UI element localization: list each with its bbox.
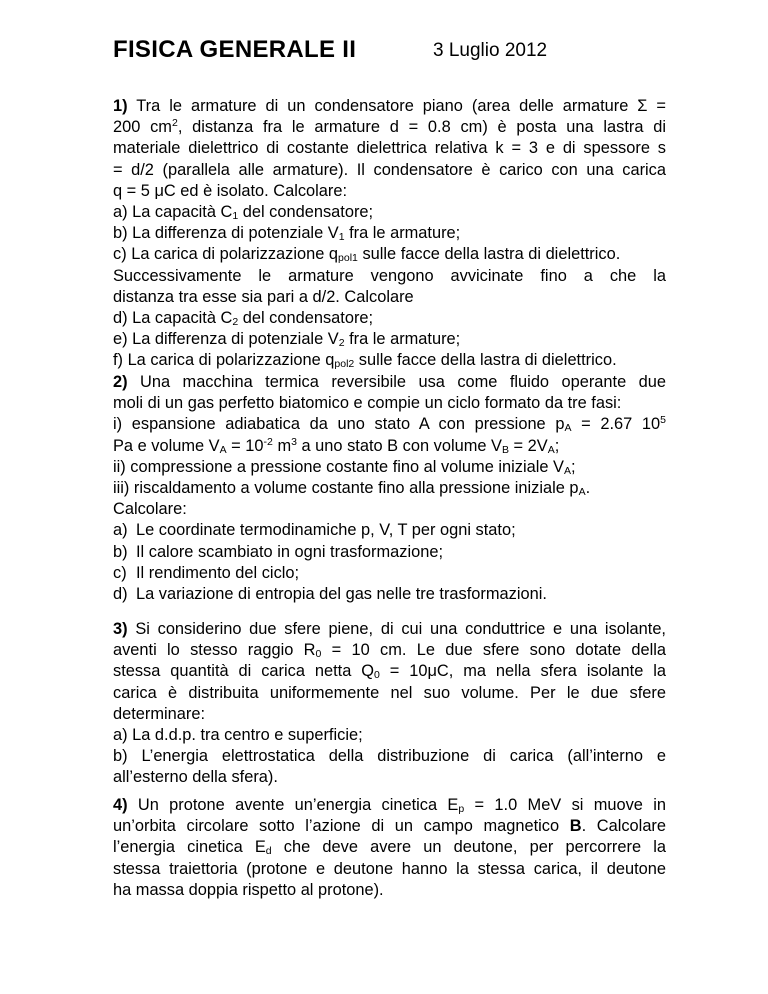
problem-2 xyxy=(113,372,666,605)
exam-date: 3 Luglio 2012 xyxy=(433,40,548,61)
superscript: 5 xyxy=(660,414,666,427)
subscript: 2 xyxy=(232,316,239,329)
problem-3-item-a: a) La d.d.p. tra centro e superficie; xyxy=(113,726,363,745)
text: = 10 cm. Le due sfere sono dotate della xyxy=(321,641,667,660)
subscript: 2 xyxy=(338,337,345,350)
problem-number: 1) xyxy=(113,97,128,115)
problem-4-line: ha massa doppia rispetto al protone). xyxy=(113,880,384,899)
text: Tra le armature di un condensatore piano (area delle armature Σ = xyxy=(127,97,666,115)
text: del condensatore; xyxy=(238,309,374,328)
problem-1-item-c xyxy=(113,244,666,265)
list-label: b) xyxy=(113,542,128,561)
text: un’orbita circolare sotto l’azione di un campo magnetico xyxy=(113,817,570,836)
problem-3-line xyxy=(113,661,666,682)
problem-1 xyxy=(113,96,666,372)
list-text: Le coordinate termodinamiche p, V, T per ogni stato; xyxy=(136,521,516,540)
text: a) La capacità C xyxy=(113,203,233,222)
text: . xyxy=(585,479,591,498)
problem-2-phase-ii xyxy=(113,457,666,478)
problem-2-phase-iii xyxy=(113,478,666,499)
problem-1-line: q = 5 μC ed è isolato. Calcolare: xyxy=(113,181,348,200)
problem-number: 2) xyxy=(113,373,128,391)
text: , distanza fra le armature d = 0.8 cm) è posta una lastra di xyxy=(177,118,667,137)
problem-3 xyxy=(113,619,666,789)
problem-3-line: determinare: xyxy=(113,704,206,723)
text: che deve avere un deutone, per percorrere la xyxy=(271,838,666,857)
problem-1-line: Successivamente le armature vengono avvicinate fino a che la xyxy=(113,266,666,285)
subscript: pol2 xyxy=(334,358,355,371)
problem-4-line xyxy=(113,816,666,837)
list-item xyxy=(113,563,666,584)
subscript: 1 xyxy=(338,231,345,244)
text: stessa quantità di carica netta Q xyxy=(113,662,374,681)
text: = 10 xyxy=(226,436,264,455)
page-title: FISICA GENERALE II xyxy=(113,36,357,63)
text: iii) riscaldamento a volume costante fino alla pressione iniziale p xyxy=(113,479,579,498)
text: Una macchina termica reversibile usa come fluido operante due xyxy=(127,373,666,391)
subscript: A xyxy=(563,464,571,477)
problem-1-item-e xyxy=(113,329,666,350)
subscript: d xyxy=(265,845,272,858)
problem-2-phase-i-cont xyxy=(113,436,666,457)
problem-1-line xyxy=(113,96,666,117)
list-label: d) xyxy=(113,585,128,604)
bold-symbol: B xyxy=(569,817,582,836)
subscript: A xyxy=(219,443,227,456)
list-item xyxy=(113,520,666,541)
problem-4-line: stessa traiettoria (protone e deutone hanno la stessa carica, il deutone xyxy=(113,859,666,878)
text: ; xyxy=(554,436,560,455)
list-text: La variazione di entropia del gas nelle tre trasformazioni. xyxy=(136,585,547,604)
text: sulle facce della lastra di dielettrico. xyxy=(357,245,621,264)
problem-1-line: = d/2 (parallela alle armature). Il condensatore è carico con una carica xyxy=(113,160,666,179)
problem-1-item-d xyxy=(113,308,666,329)
subscript: p xyxy=(458,803,465,815)
problem-2-line: moli di un gas perfetto biatomico e compie un ciclo formato da tre fasi: xyxy=(113,394,622,413)
superscript: 3 xyxy=(291,435,297,448)
problem-1-line xyxy=(113,117,666,138)
list-item xyxy=(113,584,666,605)
problem-4-line xyxy=(113,837,666,858)
text: = 1.0 MeV si muove in xyxy=(464,796,667,814)
list-text: Il calore scambiato in ogni trasformazione; xyxy=(136,542,444,561)
text: Un protone avente un’energia cinetica E xyxy=(127,796,459,814)
problem-2-line xyxy=(113,372,666,393)
text: e) La differenza di potenziale V xyxy=(113,330,339,349)
problem-3-line xyxy=(113,640,666,661)
text: ii) compressione a pressione costante fino al volume iniziale V xyxy=(113,457,564,476)
problem-1-line: distanza tra esse sia pari a d/2. Calcolare xyxy=(113,287,414,306)
text: = 2V xyxy=(508,436,548,455)
text: aventi lo stesso raggio R xyxy=(113,641,316,660)
subscript: A xyxy=(564,422,572,435)
problem-1-item-b xyxy=(113,223,666,244)
text: d) La capacità C xyxy=(113,309,233,328)
problem-1-item-f xyxy=(113,350,666,371)
list-text: Il rendimento del ciclo; xyxy=(136,563,300,582)
problem-4 xyxy=(113,795,666,901)
subscript: A xyxy=(578,486,586,499)
list-item xyxy=(113,542,666,563)
subscript: A xyxy=(547,443,555,456)
problem-1-item-a xyxy=(113,202,666,223)
list-label: a) xyxy=(113,521,128,540)
subscript: 0 xyxy=(373,669,380,682)
text: b) La differenza di potenziale V xyxy=(113,224,339,243)
text: i) espansione adiabatica da uno stato A con pressione p xyxy=(113,415,565,434)
text: = 10μC, ma nella sfera isolante la xyxy=(379,662,666,681)
list-label: c) xyxy=(113,563,127,582)
text: fra le armature; xyxy=(344,224,461,243)
subscript: 0 xyxy=(315,648,322,661)
text: Pa e volume V xyxy=(113,436,220,455)
problem-3-line xyxy=(113,619,666,640)
problem-3-line: carica è distribuita uniformemente nel suo volume. Per le due sfere xyxy=(113,683,666,702)
problem-number: 3) xyxy=(113,620,128,638)
superscript: 2 xyxy=(171,117,178,130)
text: f) La carica di polarizzazione q xyxy=(113,351,335,370)
problem-2-line: Calcolare: xyxy=(113,500,187,519)
text: . Calcolare xyxy=(581,817,667,836)
text: a uno stato B con volume V xyxy=(296,436,502,455)
problem-3-line: all’esterno della sfera). xyxy=(113,768,278,787)
problem-1-line: materiale dielettrico di costante dielettrica relativa k = 3 e di spessore s xyxy=(113,139,666,158)
text: fra le armature; xyxy=(344,330,461,349)
text: l’energia cinetica E xyxy=(113,838,266,857)
text: Si considerino due sfere piene, di cui una conduttrice e una isolante, xyxy=(127,620,666,638)
problem-4-line xyxy=(113,795,666,816)
text: sulle facce della lastra di dielettrico. xyxy=(354,351,617,370)
problem-3-item-b: b) L’energia elettrostatica della distribuzione di carica (all’interno e xyxy=(113,747,666,766)
text: del condensatore; xyxy=(238,203,374,222)
problem-number: 4) xyxy=(113,796,128,814)
header xyxy=(113,36,673,76)
subscript: 1 xyxy=(232,210,239,223)
text: = 2.67 10 xyxy=(571,415,661,434)
text: 200 cm xyxy=(113,118,172,137)
superscript: -2 xyxy=(263,435,273,448)
subscript: pol1 xyxy=(338,252,358,265)
text: m xyxy=(272,436,292,455)
problem-2-phase-i xyxy=(113,414,666,435)
text: ; xyxy=(570,457,576,476)
subscript: B xyxy=(501,443,509,456)
text: c) La carica di polarizzazione q xyxy=(113,245,339,264)
